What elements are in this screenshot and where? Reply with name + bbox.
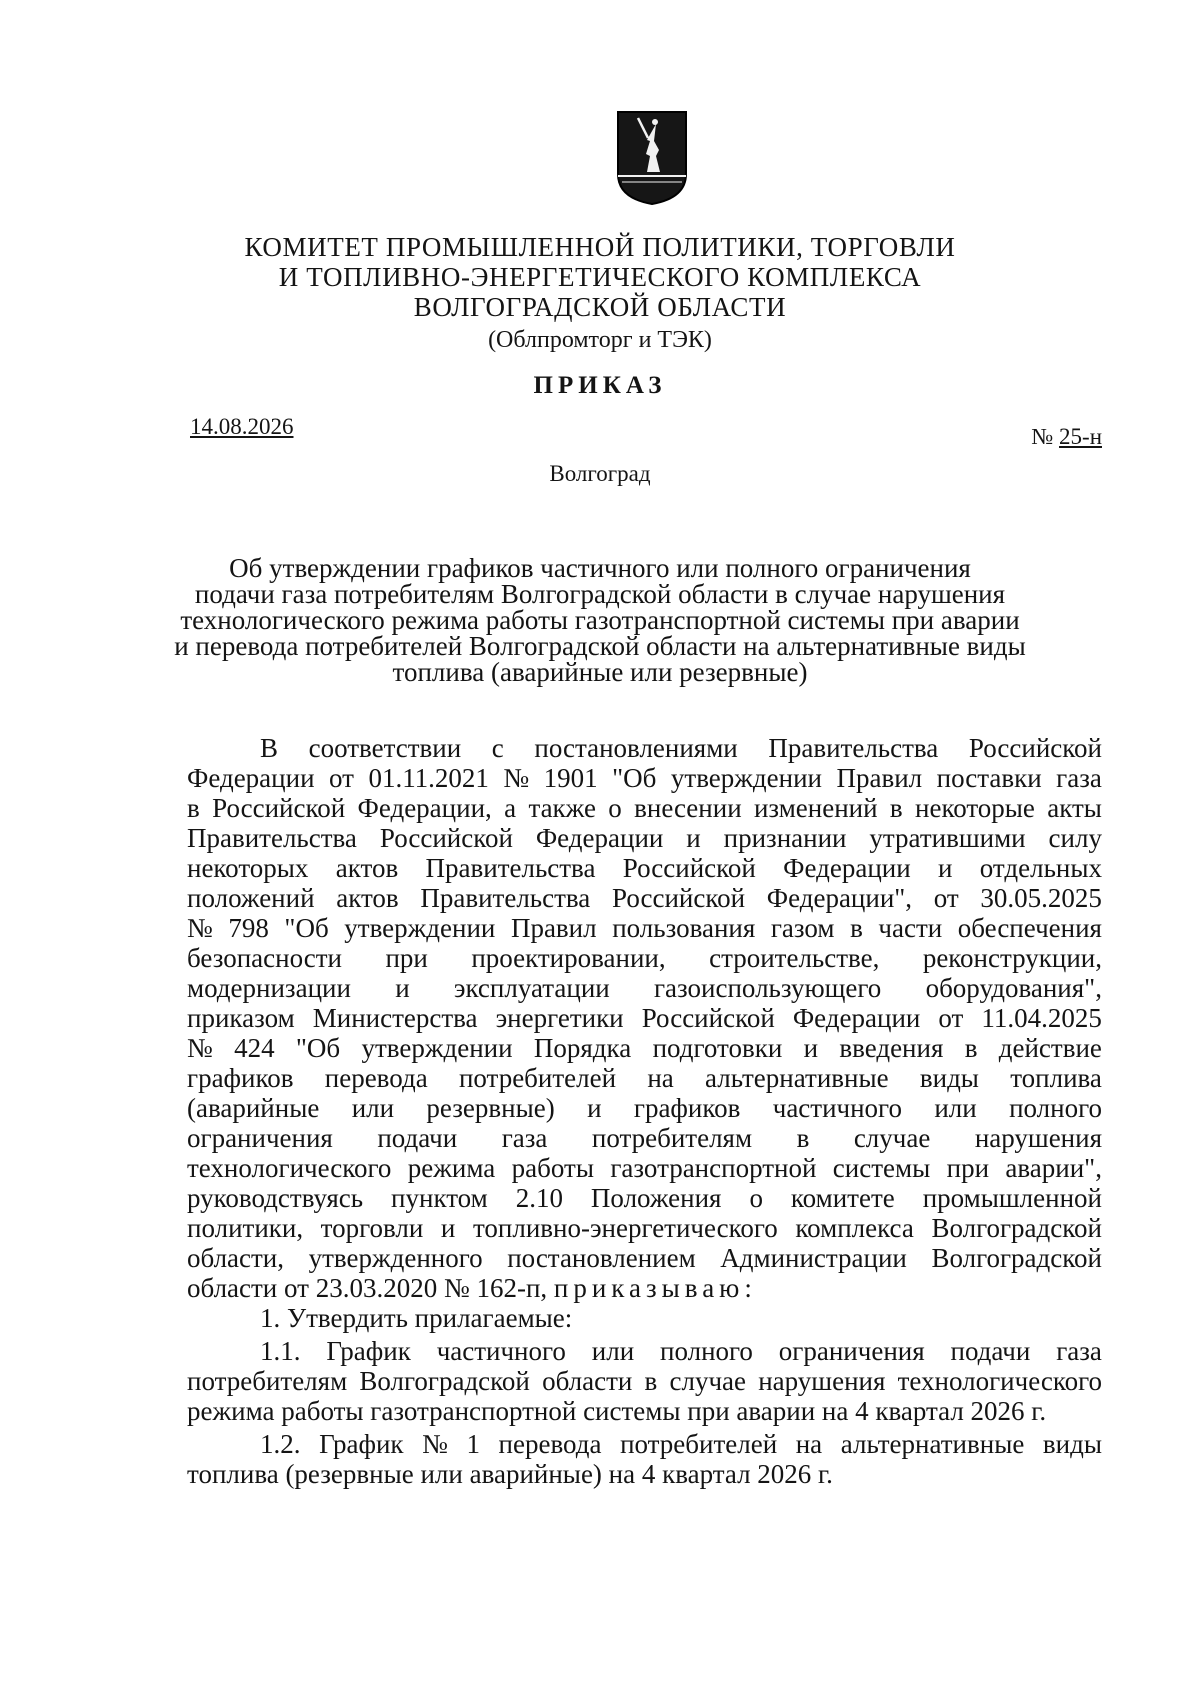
word: введения [839,1033,944,1063]
word: области [542,1366,633,1396]
word: оборудования", [925,973,1102,1003]
word: работы [511,1153,594,1183]
word: Волгоградской [359,1366,530,1396]
order-word: приказываю: [553,1273,757,1303]
word: № [503,763,530,793]
word: или [934,1093,977,1123]
word: в [964,1033,978,1063]
word: в [889,793,903,823]
word: "Об [284,913,329,943]
word: виды [919,1063,979,1093]
word: подачи [377,1123,458,1153]
word: Министерства [312,1003,478,1033]
word: актов [335,853,399,883]
word: нарушения [758,1366,886,1396]
word: и [440,1213,456,1243]
word: комитете [790,1183,895,1213]
subject-line: и перевода потребителей Волгоградской области на альтернативные виды [174,631,1026,661]
word: полного [660,1336,753,1366]
word: и [938,853,953,883]
coat-of-arms-emblem [616,110,688,206]
word: силу [1048,823,1102,853]
word: соответствии [308,733,462,763]
word: политики, [187,1213,304,1243]
word: 798 [228,913,269,943]
word: некоторые [915,793,1035,823]
word: также [528,793,596,823]
word: положений [187,883,315,913]
text-line [187,793,1102,823]
word: 11.04.2025 [981,1003,1102,1033]
word: (аварийные [187,1093,320,1123]
volgograd-coat-of-arms-icon [616,110,688,206]
word: отдельных [979,853,1102,883]
preamble-last-text: области от 23.03.2020 № 162-п, [187,1273,548,1303]
word: альтернативные [840,1429,1025,1459]
word: некоторых [187,853,309,883]
word: Российской [612,883,746,913]
word: утвержденного [308,1243,483,1273]
word: Правил [510,913,597,943]
text-line [187,1003,1102,1033]
word: утратившими [869,823,1026,853]
word: графиков [633,1093,741,1123]
text-line [187,973,1102,1003]
word: потребителей [620,1429,778,1459]
word: поставки [936,763,1042,793]
word: Федерации [535,823,664,853]
text-line [187,823,1102,853]
word: в [644,1366,658,1396]
text-line [187,913,1102,943]
word: приказом [187,1003,295,1033]
word: перевода [324,1063,428,1093]
word: Правительства [425,853,596,883]
word: от [933,883,959,913]
word: части [878,913,943,943]
word: реконструкции, [922,943,1102,973]
word: 1 [466,1429,480,1459]
word: ограничения [778,1336,925,1366]
text-line [187,1336,1102,1366]
order-date: 14.08.2026 [190,414,294,439]
word: виды [1042,1429,1102,1459]
word: промышленной [922,1183,1102,1213]
word: о [749,1183,763,1213]
word: модернизации [187,973,351,1003]
word: График [319,1429,404,1459]
order-number-prefix: № [1031,424,1054,449]
text-line [187,853,1102,883]
word: перевода [498,1429,602,1459]
word: о [608,793,622,823]
order-body [187,733,1102,1489]
word: случае [669,1366,747,1396]
word: ограничения [187,1123,333,1153]
word: утверждении [361,1033,513,1063]
word: Положения [590,1183,722,1213]
word: и [686,823,701,853]
word: актов [336,883,399,913]
word: № [187,1033,213,1063]
word: утверждении [344,913,496,943]
word: Российской [641,1003,775,1033]
word: 1.1. [260,1336,301,1366]
organization-header [200,232,1000,356]
text-line [187,1243,1102,1273]
word: топлива [1010,1063,1102,1093]
word: внесении [634,793,742,823]
text-line [187,1093,1102,1123]
word: газа [1056,763,1102,793]
word: комплекса [795,1213,914,1243]
text-line [187,1213,1102,1243]
text-line [187,1063,1102,1093]
preamble-last-line [187,1273,1102,1303]
word: газотранспортной [610,1153,817,1183]
word: и [395,973,410,1003]
word: График [326,1336,411,1366]
word: энергетики [495,1003,624,1033]
word: В [260,733,279,763]
word: в [187,793,200,823]
word: газоиспользующего [653,973,882,1003]
word: или [351,1093,395,1123]
word: изменений [753,793,878,823]
word: частичного [436,1336,566,1366]
word: Российской [212,793,346,823]
word: Федерации [187,763,315,793]
word: при [946,1153,990,1183]
order-city: Волгоград [549,461,651,486]
word: признании [723,823,847,853]
word: торговли [320,1213,424,1243]
text-line [187,1033,1102,1063]
word: газа [1056,1336,1102,1366]
word: Федерации", [766,883,913,913]
text-line [187,1123,1102,1153]
word: Правил [836,763,923,793]
word: частичного [772,1093,902,1123]
org-name-line-1: КОМИТЕТ ПРОМЫШЛЕННОЙ ПОЛИТИКИ, ТОРГОВЛИ [244,232,956,262]
word: на [647,1063,674,1093]
word: действие [998,1033,1102,1063]
word: потребителей [458,1063,617,1093]
word: Администрации [720,1243,907,1273]
word: пунктом [391,1183,488,1213]
preamble-paragraph [187,733,1102,1273]
org-name-line-3: ВОЛГОГРАДСКОЙ ОБЛАСТИ [413,292,787,322]
word: эксплуатации [453,973,610,1003]
word: руководствуясь [187,1183,364,1213]
item-1-2-last-line: топлива (резервные или аварийные) на 4 квартал 2026 г. [187,1459,833,1489]
word: Федерации [792,1003,921,1033]
word: при [385,943,428,973]
word: с [491,733,504,763]
item-1-1 [187,1336,1102,1396]
word: газа [501,1123,548,1153]
org-short-name: (Облпромторг и ТЭК) [488,327,712,353]
word: случае [853,1123,931,1153]
word: от [938,1003,964,1033]
text-line [187,1366,1102,1396]
word: 1901 [543,763,598,793]
word: утверждении [670,763,823,793]
word: режима [407,1153,496,1183]
order-number [1031,424,1102,450]
word: обеспечения [957,913,1102,943]
word: потребителям [187,1366,348,1396]
text-line [187,1153,1102,1183]
word: постановлением [507,1243,696,1273]
word: резервные) [426,1093,555,1123]
word: подготовки [652,1033,783,1063]
word: № [187,913,213,943]
word: постановлениями [534,733,738,763]
word: потребителям [591,1123,753,1153]
word: Волгоградской [931,1213,1102,1243]
subject-line: подачи газа потребителям Волгоградской области в случае нарушения [194,579,1006,609]
word: Порядка [533,1033,632,1063]
item-1: 1. Утвердить прилагаемые: [260,1303,573,1333]
subject-line: технологического режима работы газотранспортной системы при аварии [180,605,1020,635]
word: нарушения [974,1123,1102,1153]
word: аварии", [1005,1153,1102,1183]
word: 01.11.2021 [368,763,489,793]
word: газом [770,913,835,943]
text-line [187,1183,1102,1213]
word: области, [187,1243,285,1273]
word: в [796,1123,810,1153]
word: 30.05.2025 [980,883,1102,913]
word: и [803,1033,819,1063]
word: технологического [187,1153,392,1183]
word: топливно-энергетического [472,1213,778,1243]
word: на [795,1429,823,1459]
word: 2.10 [515,1183,563,1213]
word: Федерации, [357,793,492,823]
item-1-1-last-line: режима работы газотранспортной системы при аварии на 4 квартал 2026 г. [187,1396,1047,1426]
word: Российской [968,733,1102,763]
text-line [187,763,1102,793]
word: Российской [379,823,513,853]
word: Правительства [187,823,357,853]
text-line [187,1429,1102,1459]
subject-line: Об утверждении графиков частичного или полного ограничения [229,553,971,583]
word: Правительства [420,883,591,913]
word: или [591,1336,635,1366]
word: и [587,1093,602,1123]
subject-line: топлива (аварийные или резервные) [392,657,808,687]
word: пользования [612,913,756,943]
word: альтернативные [705,1063,889,1093]
word: графиков [187,1063,294,1093]
text-line [187,943,1102,973]
word: 1.2. [260,1429,301,1459]
word: Федерации [783,853,911,883]
word: технологического [897,1366,1102,1396]
text-line [187,733,1102,763]
word: № [422,1429,448,1459]
order-number-value: 25-н [1059,424,1102,449]
word: от [329,763,354,793]
word: акты [1047,793,1102,823]
word: Волгоградской [931,1243,1102,1273]
word: полного [1009,1093,1102,1123]
order-subject [170,555,1030,685]
word: строительстве, [709,943,880,973]
word: "Об [295,1033,341,1063]
word: 424 [234,1033,275,1063]
word: Российской [622,853,756,883]
word: безопасности [187,943,342,973]
word: "Об [612,763,657,793]
org-name-line-2: И ТОПЛИВНО-ЭНЕРГЕТИЧЕСКОГО КОМПЛЕКСА [278,262,922,292]
word: проектировании, [471,943,666,973]
word: а [504,793,517,823]
document-type: ПРИКАЗ [533,372,667,399]
text-line [187,883,1102,913]
word: системы [832,1153,931,1183]
item-1-2 [187,1429,1102,1459]
word: Правительства [768,733,939,763]
word: подачи [950,1336,1031,1366]
word: в [850,913,863,943]
